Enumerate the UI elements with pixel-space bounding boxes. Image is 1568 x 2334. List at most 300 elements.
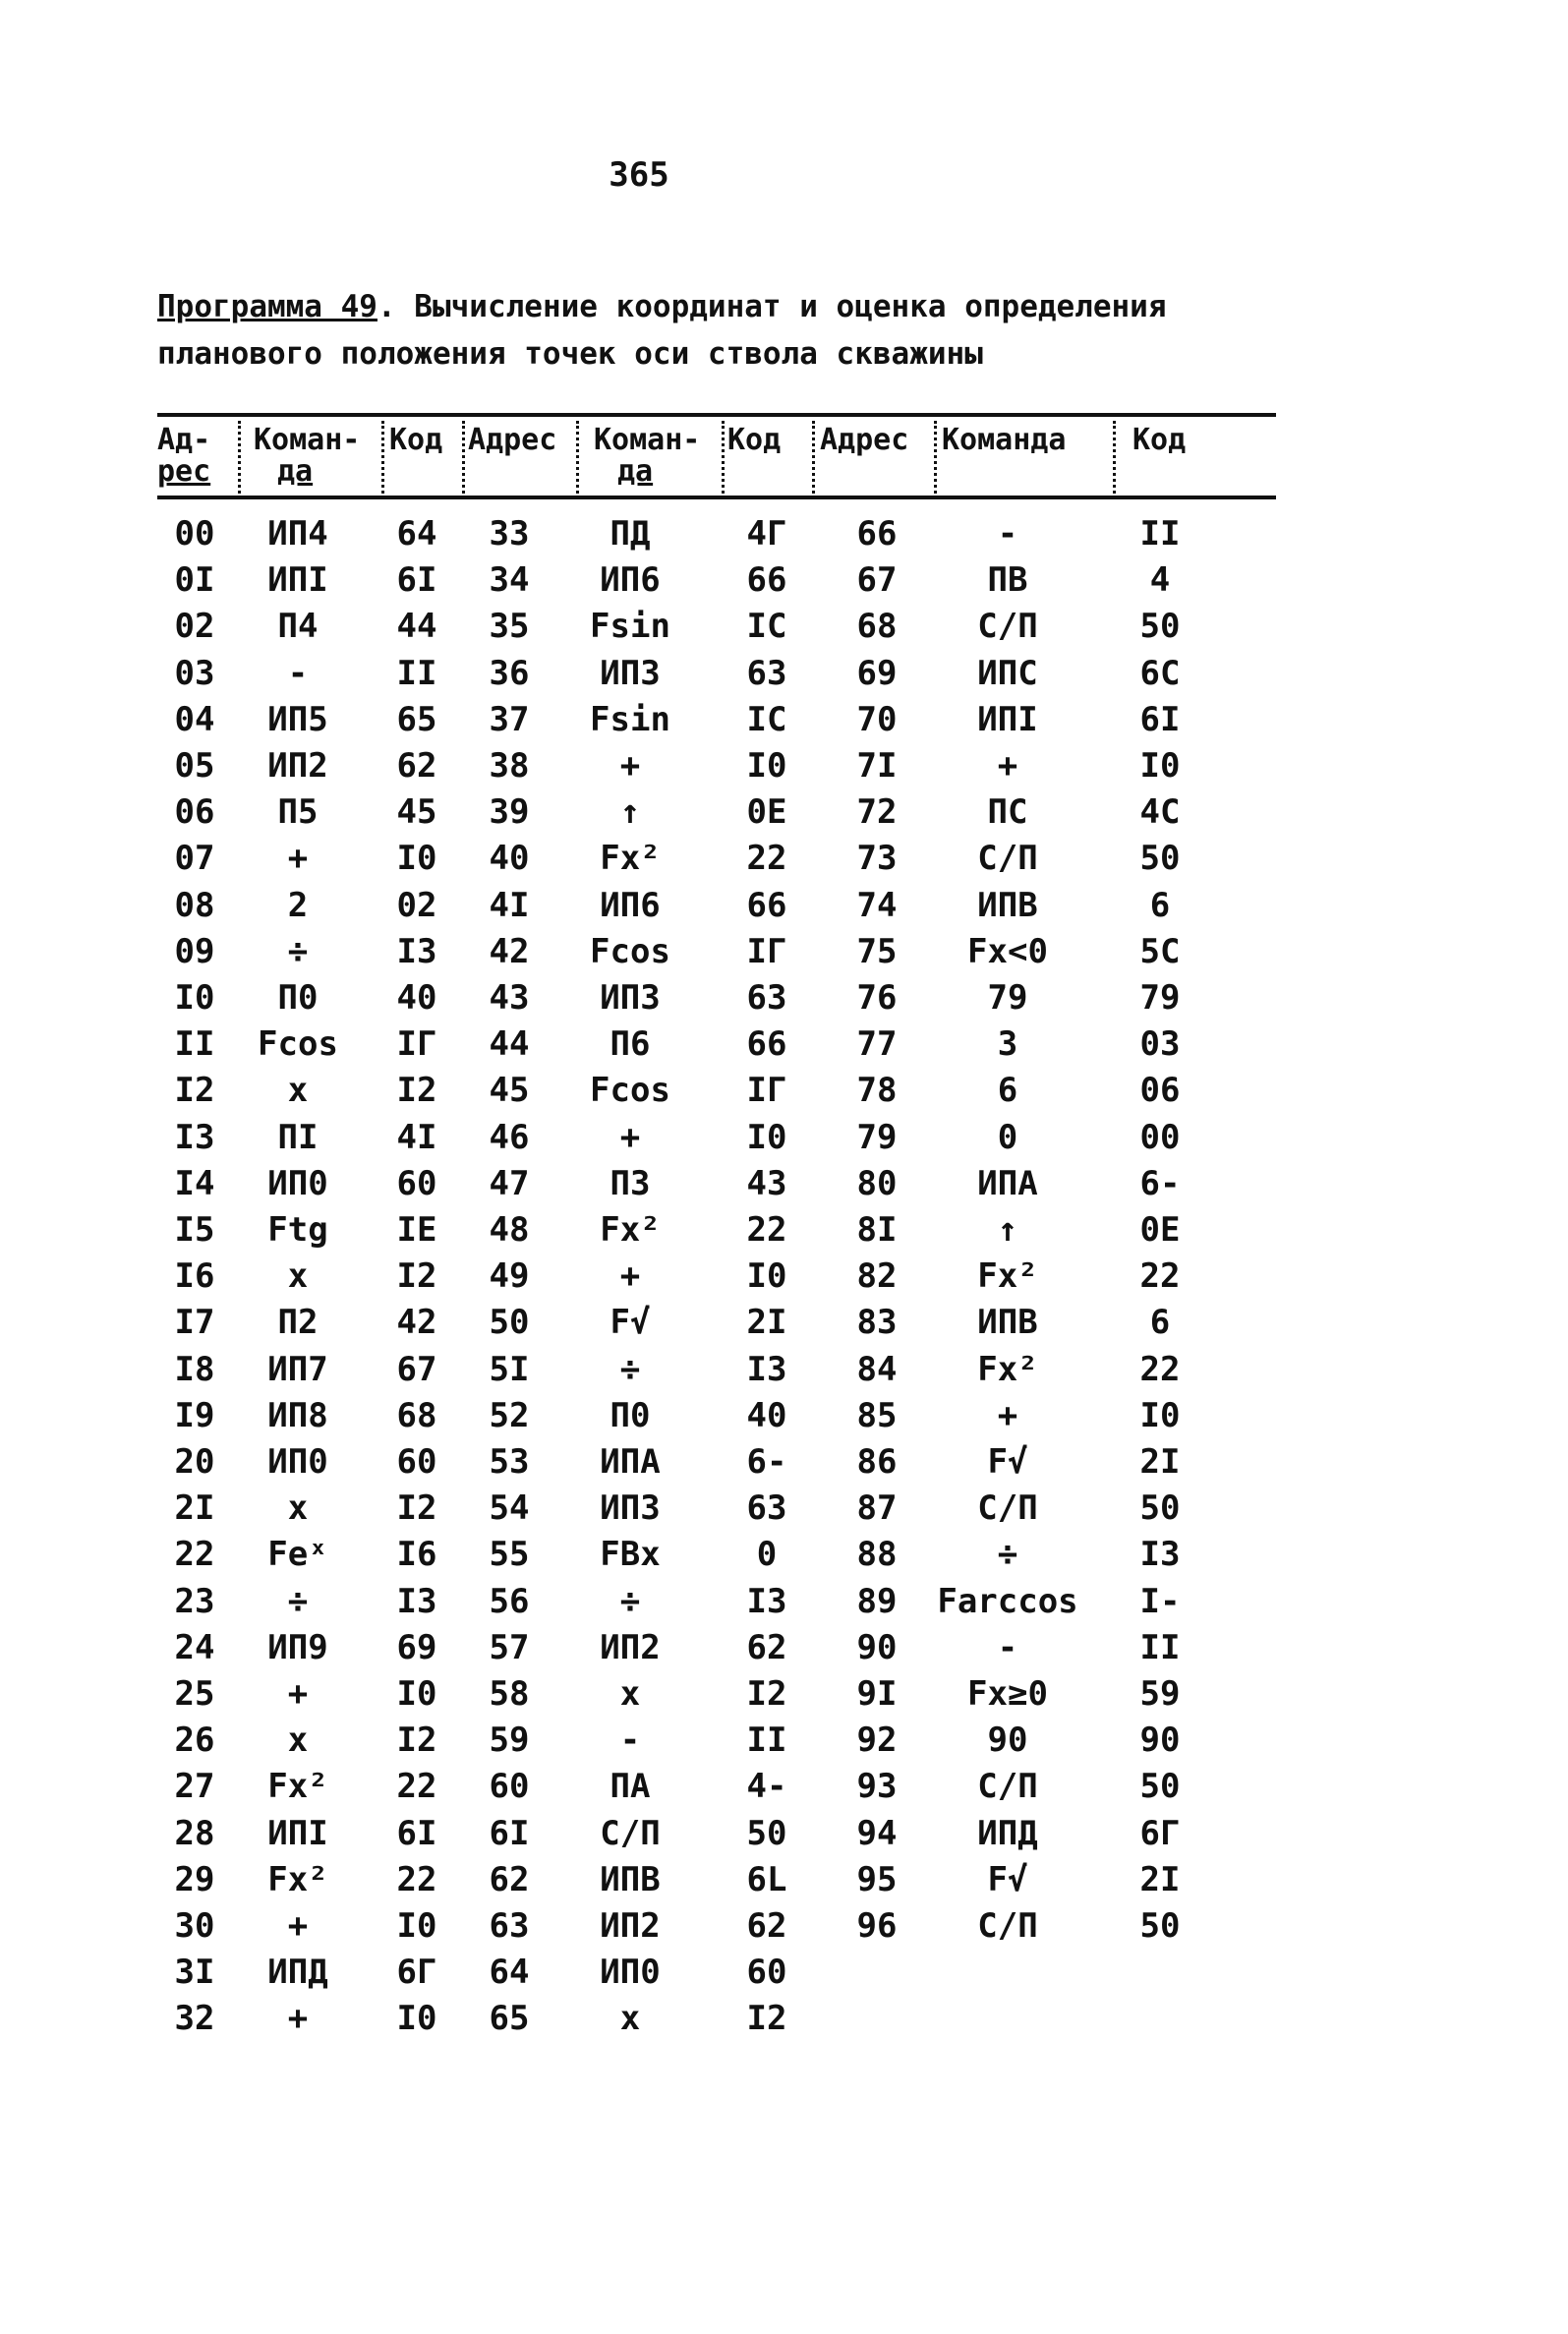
address-cell: 40 <box>489 839 530 878</box>
code-cell: 66 <box>746 560 787 600</box>
command-cell: Fx² <box>977 1256 1038 1296</box>
command-cell: ИП3 <box>600 978 661 1018</box>
code-cell: 67 <box>396 1350 437 1389</box>
address-cell <box>838 1950 916 1995</box>
address-cell: 55 <box>489 1535 530 1574</box>
header-command-2: Коман- да <box>594 423 701 489</box>
code-cell: I2 <box>396 1071 437 1110</box>
address-cell: 06 <box>174 792 215 832</box>
header-separator <box>812 421 815 494</box>
table-row <box>0 1857 1568 1902</box>
code-cell: I0 <box>396 1674 437 1714</box>
table-row <box>0 1254 1568 1299</box>
code-cell: 0E <box>746 792 787 832</box>
code-cell: II <box>1139 514 1181 554</box>
code-cell: 63 <box>746 1488 787 1528</box>
table-row <box>0 1347 1568 1392</box>
code-cell: 44 <box>396 607 437 646</box>
code-cell: 6L <box>746 1860 787 1899</box>
address-cell: 34 <box>489 560 530 600</box>
header-separator <box>381 421 384 494</box>
address-cell: 33 <box>489 514 530 554</box>
command-cell: С/П <box>977 1488 1038 1528</box>
table-row <box>0 697 1568 742</box>
address-cell: 62 <box>489 1860 530 1899</box>
code-cell: IC <box>746 607 787 646</box>
command-cell: F√ <box>987 1442 1028 1482</box>
code-cell: 40 <box>396 978 437 1018</box>
address-cell: I6 <box>174 1256 215 1296</box>
code-cell: I- <box>1139 1582 1181 1621</box>
command-cell: ÷ <box>997 1535 1018 1574</box>
address-cell: 52 <box>489 1396 530 1435</box>
command-cell: ↑ <box>619 792 641 832</box>
address-cell: 89 <box>856 1582 898 1621</box>
code-cell: 0 <box>756 1535 778 1574</box>
code-cell: 90 <box>1139 1721 1181 1760</box>
command-cell: ИП0 <box>600 1953 661 1992</box>
command-cell: ИП6 <box>600 560 661 600</box>
table-header-rule <box>157 496 1276 499</box>
command-cell: ИПВ <box>977 886 1038 925</box>
header-code-3: Код <box>1132 423 1187 457</box>
address-cell: 74 <box>856 886 898 925</box>
code-cell: 62 <box>746 1906 787 1946</box>
command-cell: ИП4 <box>267 514 328 554</box>
code-cell: 6Г <box>1139 1814 1181 1853</box>
header-address-3: Адрес <box>820 423 909 457</box>
address-cell: 07 <box>174 839 215 878</box>
address-cell: 27 <box>174 1767 215 1806</box>
code-cell: 22 <box>1139 1350 1181 1389</box>
code-cell: 06 <box>1139 1071 1181 1110</box>
code-cell: 4I <box>396 1118 437 1157</box>
code-cell: 00 <box>1139 1118 1181 1157</box>
code-cell: 66 <box>746 1024 787 1064</box>
address-cell: 72 <box>856 792 898 832</box>
address-cell: 04 <box>174 700 215 739</box>
address-cell: 79 <box>856 1118 898 1157</box>
address-cell: 87 <box>856 1488 898 1528</box>
address-cell: 56 <box>489 1582 530 1621</box>
code-cell: 6I <box>396 560 437 600</box>
command-cell: Fsin <box>590 607 670 646</box>
code-cell: 50 <box>1139 1767 1181 1806</box>
table-row <box>0 836 1568 881</box>
command-cell: x <box>619 1999 641 2038</box>
table-row <box>0 1021 1568 1067</box>
code-cell: II <box>746 1721 787 1760</box>
code-cell: 4Г <box>746 514 787 554</box>
command-cell: ИПВ <box>977 1303 1038 1342</box>
code-cell: 40 <box>746 1396 787 1435</box>
command-cell: 6 <box>997 1071 1018 1110</box>
address-cell: 05 <box>174 746 215 786</box>
code-cell: 62 <box>396 746 437 786</box>
command-cell: + <box>997 1396 1018 1435</box>
code-cell: IГ <box>396 1024 437 1064</box>
address-cell: 96 <box>856 1906 898 1946</box>
command-cell: x <box>287 1488 309 1528</box>
code-cell: I6 <box>396 1535 437 1574</box>
address-cell: 86 <box>856 1442 898 1482</box>
code-cell: I3 <box>1139 1535 1181 1574</box>
address-cell: I4 <box>174 1164 215 1203</box>
code-cell: I3 <box>746 1582 787 1621</box>
address-cell: I5 <box>174 1210 215 1250</box>
command-cell: С/П <box>977 607 1038 646</box>
table-row <box>0 1207 1568 1253</box>
table-row <box>0 1115 1568 1160</box>
command-cell: + <box>997 746 1018 786</box>
address-cell: 22 <box>174 1535 215 1574</box>
command-cell: - <box>997 514 1018 554</box>
table-row <box>0 789 1568 835</box>
code-cell: I0 <box>746 1118 787 1157</box>
address-cell: I7 <box>174 1303 215 1342</box>
address-cell: 48 <box>489 1210 530 1250</box>
command-cell: Farccos <box>937 1582 1078 1621</box>
table-header <box>157 421 1278 496</box>
code-cell: I0 <box>396 1999 437 2038</box>
code-cell: 42 <box>396 1303 437 1342</box>
address-cell: 8I <box>856 1210 898 1250</box>
command-cell: Feˣ <box>267 1535 328 1574</box>
address-cell: 82 <box>856 1256 898 1296</box>
address-cell: 80 <box>856 1164 898 1203</box>
address-cell: 93 <box>856 1767 898 1806</box>
code-cell: 65 <box>396 700 437 739</box>
command-cell: x <box>287 1071 309 1110</box>
code-cell: I0 <box>746 1256 787 1296</box>
command-cell: ИП8 <box>267 1396 328 1435</box>
address-cell: 90 <box>856 1628 898 1667</box>
command-cell: ИП2 <box>267 746 328 786</box>
command-cell: ИП0 <box>267 1442 328 1482</box>
table-row <box>0 557 1568 603</box>
code-cell: 4- <box>746 1767 787 1806</box>
code-cell: 79 <box>1139 978 1181 1018</box>
address-cell: 92 <box>856 1721 898 1760</box>
address-cell: 53 <box>489 1442 530 1482</box>
address-cell: 95 <box>856 1860 898 1899</box>
table-row <box>0 883 1568 928</box>
address-cell: 08 <box>174 886 215 925</box>
command-cell: ИПI <box>267 560 328 600</box>
address-cell: 43 <box>489 978 530 1018</box>
code-cell: 63 <box>746 978 787 1018</box>
address-cell: I3 <box>174 1118 215 1157</box>
command-cell: ИПА <box>977 1164 1038 1203</box>
address-cell: 23 <box>174 1582 215 1621</box>
command-cell: Fsin <box>590 700 670 739</box>
table-row <box>0 929 1568 974</box>
code-cell: 60 <box>746 1953 787 1992</box>
table-row <box>0 1625 1568 1670</box>
table-top-rule <box>157 413 1276 417</box>
table-row <box>0 1996 1568 2041</box>
address-cell: 60 <box>489 1767 530 1806</box>
command-cell: ПД <box>610 514 651 554</box>
code-cell: 69 <box>396 1628 437 1667</box>
table-row <box>0 1950 1568 1995</box>
table-row <box>0 604 1568 649</box>
address-cell: 3I <box>174 1953 215 1992</box>
address-cell: 77 <box>856 1024 898 1064</box>
command-cell: П5 <box>277 792 319 832</box>
header-separator <box>934 421 937 494</box>
address-cell: 02 <box>174 607 215 646</box>
code-cell: 50 <box>1139 607 1181 646</box>
code-cell: 22 <box>396 1767 437 1806</box>
command-cell: ÷ <box>619 1582 641 1621</box>
code-cell: 22 <box>396 1860 437 1899</box>
address-cell: 69 <box>856 654 898 693</box>
command-cell: x <box>287 1256 309 1296</box>
command-cell: ИПI <box>267 1814 328 1853</box>
address-cell: 36 <box>489 654 530 693</box>
command-cell: 0 <box>997 1118 1018 1157</box>
address-cell: 7I <box>856 746 898 786</box>
code-cell: II <box>396 654 437 693</box>
command-cell: ПI <box>277 1118 319 1157</box>
code-cell: 02 <box>396 886 437 925</box>
header-address-2: Адрес <box>468 423 557 457</box>
command-cell: + <box>287 1674 309 1714</box>
code-cell: I2 <box>746 1999 787 2038</box>
command-cell: ИП5 <box>267 700 328 739</box>
command-cell <box>934 1996 1081 2041</box>
command-cell: - <box>287 654 309 693</box>
command-cell: x <box>287 1721 309 1760</box>
code-cell: 66 <box>746 886 787 925</box>
address-cell: 6I <box>489 1814 530 1853</box>
command-cell: ИП3 <box>600 1488 661 1528</box>
command-cell: ↑ <box>997 1210 1018 1250</box>
address-cell: 73 <box>856 839 898 878</box>
code-cell: 4С <box>1139 792 1181 832</box>
address-cell: 66 <box>856 514 898 554</box>
command-cell: П2 <box>277 1303 319 1342</box>
address-cell: 75 <box>856 932 898 971</box>
address-cell: I2 <box>174 1071 215 1110</box>
address-cell: 44 <box>489 1024 530 1064</box>
table-row <box>0 1811 1568 1856</box>
table-row <box>0 1068 1568 1113</box>
command-cell: ПС <box>987 792 1028 832</box>
header-separator <box>576 421 579 494</box>
table-row <box>0 1671 1568 1717</box>
command-cell: Fcos <box>590 932 670 971</box>
command-cell: С/П <box>977 1767 1038 1806</box>
command-cell: + <box>287 1906 309 1946</box>
table-row <box>0 1393 1568 1438</box>
address-cell: 29 <box>174 1860 215 1899</box>
code-cell: 64 <box>396 514 437 554</box>
address-cell: 94 <box>856 1814 898 1853</box>
table-row <box>0 1579 1568 1624</box>
address-cell: 5I <box>489 1350 530 1389</box>
code-cell: 6 <box>1149 886 1171 925</box>
command-cell: ИП2 <box>600 1906 661 1946</box>
table-row <box>0 975 1568 1021</box>
command-cell: 90 <box>987 1721 1028 1760</box>
code-cell: 63 <box>746 654 787 693</box>
address-cell: 25 <box>174 1674 215 1714</box>
table-row <box>0 1903 1568 1949</box>
code-cell <box>1121 1996 1199 2041</box>
address-cell: 49 <box>489 1256 530 1296</box>
code-cell: 4 <box>1149 560 1171 600</box>
address-cell: 39 <box>489 792 530 832</box>
address-cell: 50 <box>489 1303 530 1342</box>
command-cell: Fcos <box>590 1071 670 1110</box>
code-cell: 43 <box>746 1164 787 1203</box>
code-cell: I0 <box>396 1906 437 1946</box>
command-cell: F√ <box>610 1303 651 1342</box>
code-cell: I3 <box>746 1350 787 1389</box>
address-cell: 83 <box>856 1303 898 1342</box>
code-cell: 22 <box>746 839 787 878</box>
command-cell: Fx² <box>600 839 661 878</box>
command-cell: ИП3 <box>600 654 661 693</box>
address-cell: I8 <box>174 1350 215 1389</box>
command-cell: ИПД <box>267 1953 328 1992</box>
code-cell: 5С <box>1139 932 1181 971</box>
address-cell: 59 <box>489 1721 530 1760</box>
code-cell: IГ <box>746 932 787 971</box>
address-cell: 57 <box>489 1628 530 1667</box>
address-cell: 37 <box>489 700 530 739</box>
command-cell: + <box>287 839 309 878</box>
command-cell: - <box>997 1628 1018 1667</box>
command-cell: Fx<0 <box>967 932 1048 971</box>
header-separator <box>462 421 465 494</box>
command-cell <box>934 1950 1081 1995</box>
command-cell: ÷ <box>287 1582 309 1621</box>
table-row <box>0 1300 1568 1345</box>
address-cell: 67 <box>856 560 898 600</box>
program-caption <box>157 283 1298 378</box>
table-row <box>0 743 1568 788</box>
code-cell: I2 <box>396 1488 437 1528</box>
code-cell: 2I <box>1139 1442 1181 1482</box>
address-cell: 54 <box>489 1488 530 1528</box>
code-cell: I3 <box>396 1582 437 1621</box>
command-cell: ИПА <box>600 1442 661 1482</box>
command-cell: ПА <box>610 1767 651 1806</box>
command-cell: Fx² <box>977 1350 1038 1389</box>
code-cell: 22 <box>1139 1256 1181 1296</box>
address-cell: 4I <box>489 886 530 925</box>
command-cell: F√ <box>987 1860 1028 1899</box>
address-cell: 64 <box>489 1953 530 1992</box>
table-row <box>0 1486 1568 1531</box>
address-cell: 24 <box>174 1628 215 1667</box>
command-cell: П6 <box>610 1024 651 1064</box>
address-cell: 2I <box>174 1488 215 1528</box>
header-separator <box>238 421 241 494</box>
program-label: Программа 49 <box>157 289 377 324</box>
code-cell: 60 <box>396 1164 437 1203</box>
code-cell: 62 <box>746 1628 787 1667</box>
code-cell: 50 <box>1139 1488 1181 1528</box>
address-cell: 32 <box>174 1999 215 2038</box>
address-cell: 84 <box>856 1350 898 1389</box>
address-cell: 03 <box>174 654 215 693</box>
code-cell: I2 <box>396 1256 437 1296</box>
command-cell: ÷ <box>619 1350 641 1389</box>
address-cell: 30 <box>174 1906 215 1946</box>
header-code-2: Код <box>727 423 782 457</box>
address-cell: 63 <box>489 1906 530 1946</box>
code-cell: IE <box>396 1210 437 1250</box>
code-cell: 6- <box>1139 1164 1181 1203</box>
code-cell: 50 <box>746 1814 787 1853</box>
command-cell: ПВ <box>987 560 1028 600</box>
page-number: 365 <box>609 155 669 195</box>
code-cell: 03 <box>1139 1024 1181 1064</box>
command-cell: П0 <box>277 978 319 1018</box>
command-cell: С/П <box>600 1814 661 1853</box>
code-cell: I0 <box>1139 746 1181 786</box>
command-cell: П4 <box>277 607 319 646</box>
code-cell: 22 <box>746 1210 787 1250</box>
code-cell: 50 <box>1139 839 1181 878</box>
command-cell: ИП9 <box>267 1628 328 1667</box>
address-cell: 70 <box>856 700 898 739</box>
code-cell: 0E <box>1139 1210 1181 1250</box>
command-cell: ИПС <box>977 654 1038 693</box>
code-cell: IГ <box>746 1071 787 1110</box>
command-cell: ИПВ <box>600 1860 661 1899</box>
code-cell: 59 <box>1139 1674 1181 1714</box>
command-cell: Fx≥0 <box>967 1674 1048 1714</box>
code-cell: 6 <box>1149 1303 1171 1342</box>
command-cell: FBx <box>600 1535 661 1574</box>
command-cell: + <box>619 1256 641 1296</box>
command-cell: + <box>619 1118 641 1157</box>
command-cell: - <box>619 1721 641 1760</box>
header-command-3: Команда <box>942 423 1067 457</box>
code-cell: 68 <box>396 1396 437 1435</box>
address-cell: 28 <box>174 1814 215 1853</box>
command-cell: С/П <box>977 1906 1038 1946</box>
address-cell: 20 <box>174 1442 215 1482</box>
code-cell: 6I <box>1139 700 1181 739</box>
command-cell: ИП6 <box>600 886 661 925</box>
header-separator <box>722 421 725 494</box>
code-cell: I3 <box>396 932 437 971</box>
command-cell: Fx² <box>267 1860 328 1899</box>
address-cell: 42 <box>489 932 530 971</box>
address-cell: 76 <box>856 978 898 1018</box>
address-cell: 78 <box>856 1071 898 1110</box>
command-cell: ИП2 <box>600 1628 661 1667</box>
code-cell: 45 <box>396 792 437 832</box>
command-cell: ИПД <box>977 1814 1038 1853</box>
command-cell: + <box>287 1999 309 2038</box>
code-cell: 6I <box>396 1814 437 1853</box>
address-cell: 47 <box>489 1164 530 1203</box>
address-cell: 85 <box>856 1396 898 1435</box>
code-cell: 60 <box>396 1442 437 1482</box>
command-cell: П0 <box>610 1396 651 1435</box>
command-cell: 2 <box>287 886 309 925</box>
address-cell: 38 <box>489 746 530 786</box>
command-cell: Fx² <box>600 1210 661 1250</box>
code-cell: 6С <box>1139 654 1181 693</box>
